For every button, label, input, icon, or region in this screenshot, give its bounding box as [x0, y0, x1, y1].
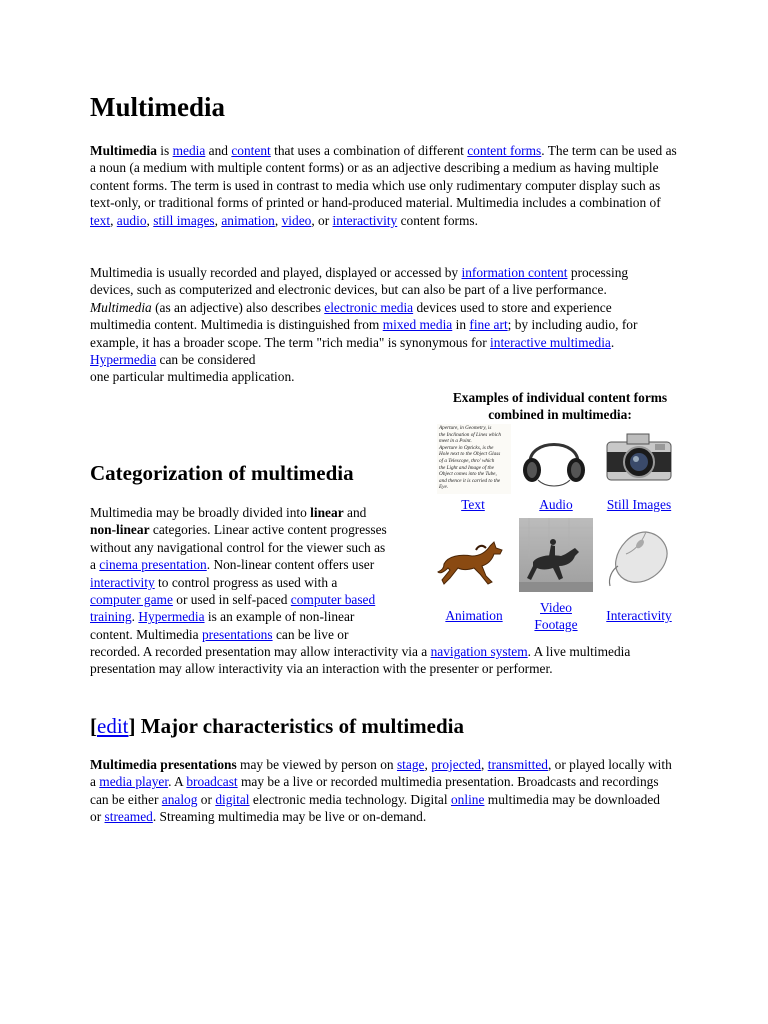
text: ,	[481, 757, 488, 772]
link-computer-based-training[interactable]: training	[90, 609, 132, 625]
link-animation[interactable]: animation	[221, 212, 275, 228]
text: ,	[424, 757, 432, 772]
text: ,	[214, 212, 222, 228]
link-interactivity-2[interactable]: interactivity	[90, 574, 155, 590]
text: and	[205, 143, 232, 158]
link-text[interactable]: text	[90, 212, 111, 228]
heading-text: Major characteristics of multimedia	[135, 714, 465, 738]
text-sample-line: Aperture in Opticks, is the	[439, 444, 494, 451]
link-broadcast[interactable]: broadcast	[186, 774, 238, 790]
text: and	[343, 505, 367, 520]
section-heading-characteristics	[90, 713, 464, 739]
text: .	[131, 609, 139, 625]
link-electronic-media[interactable]: electronic media	[324, 299, 414, 315]
text: is	[156, 143, 173, 158]
text: to control progress as used with a	[154, 574, 338, 590]
figure-link-animation[interactable]: Animation	[445, 608, 503, 623]
link-projected[interactable]: projected	[431, 757, 482, 772]
para-line	[90, 591, 650, 608]
text: without any navigational control for the viewer such as	[90, 539, 386, 555]
italic-term: Multimedia	[90, 299, 152, 315]
figure-link-still-images[interactable]: Still Images	[606, 497, 672, 512]
link-audio[interactable]: audio	[116, 212, 147, 228]
link-video[interactable]: video	[281, 212, 312, 228]
camera-icon[interactable]	[603, 428, 675, 488]
text: . A	[168, 774, 187, 790]
para-line	[90, 521, 650, 538]
text-sample-line: Aperture, in Geometry, is	[439, 425, 492, 431]
text-sample-line: meet in a Point.	[439, 438, 472, 445]
text: that uses a combination of different	[270, 143, 468, 158]
text: electronic media technology. Digital	[249, 791, 451, 807]
bracket: [	[90, 714, 97, 738]
text: one particular multimedia application.	[90, 369, 295, 385]
link-information-content[interactable]: information content	[461, 265, 568, 280]
text-sample-lines	[437, 424, 511, 492]
text: can be considered	[156, 352, 256, 368]
text: may be a live or recorded multimedia presentation. Broadcasts and recordings can be either	[90, 774, 659, 807]
text: . A live multimedia presentation may allow interactivity via an interaction with the presenter or performer.	[90, 644, 631, 677]
para-line	[90, 504, 650, 521]
text-sample-line: of a Telescope, thro' which	[439, 457, 495, 464]
link-computer-game[interactable]: computer game	[90, 592, 173, 608]
text: . The term can be used as a noun (a medium with multiple content forms) or as an adjective describing a medium as having multiple content forms. The term is used in contrast to media which use only rudimentary computer display such as text-only, or traditional forms of printed or hand-produced material. Multimedia includes a combination of	[90, 143, 677, 211]
text: in	[452, 317, 470, 333]
figure-link-interactivity[interactable]: Interactivity	[606, 608, 672, 623]
text: .	[610, 334, 615, 350]
categorization-paragraph-cont	[90, 643, 670, 678]
link-presentations[interactable]: presentations	[201, 626, 273, 642]
link-navigation-system[interactable]: navigation system	[430, 644, 528, 659]
bold-term: Multimedia presentations	[90, 757, 237, 772]
link-media-player[interactable]: media player	[99, 774, 169, 790]
text-sample-line: the Light and Image of the	[439, 464, 494, 471]
text: (as an adjective) also describes	[151, 299, 325, 315]
link-hypermedia-2[interactable]: Hypermedia	[138, 609, 205, 625]
link-online[interactable]: online	[450, 791, 485, 807]
bold-term: non-linear	[90, 522, 150, 538]
para-line	[90, 626, 650, 643]
video-label-line1: Video	[540, 600, 572, 615]
text-sample-image[interactable]	[437, 424, 511, 494]
text: ; by including audio, for example, it has a broader scope. The term "rich media" is synonymous for	[90, 317, 638, 350]
characteristics-paragraph	[90, 756, 674, 826]
link-digital[interactable]: digital	[215, 791, 250, 807]
para-line	[90, 574, 650, 591]
text: , or played locally with a	[90, 757, 672, 790]
text: may be viewed by person on	[236, 757, 397, 772]
link-analog[interactable]: analog	[161, 791, 198, 807]
link-content[interactable]: content	[231, 143, 271, 158]
video-label-line2: Footage	[534, 617, 578, 632]
figure-link-audio[interactable]: Audio	[539, 497, 573, 512]
text: . Streaming multimedia may be live or on-demand.	[152, 809, 427, 825]
link-content-forms[interactable]: content forms	[467, 143, 542, 158]
link-media[interactable]: media	[172, 143, 206, 158]
text-sample-line: Object comes into the Tube,	[439, 471, 497, 478]
link-interactivity[interactable]: interactivity	[332, 212, 398, 228]
headphones-icon[interactable]	[518, 430, 590, 492]
figure-link-text[interactable]: Text	[461, 497, 485, 512]
link-streamed[interactable]: streamed	[104, 809, 153, 825]
text: content. Multimedia	[90, 626, 202, 642]
figure-caption	[418, 389, 702, 424]
text: processing devices, such as computerized and electronic devices, but can also be part of a live performance.	[90, 265, 629, 298]
text: categories. Linear active content progresses	[149, 522, 387, 538]
caption-line: Examples of individual content forms	[452, 390, 668, 405]
text: ,	[146, 212, 154, 228]
para-line	[90, 608, 650, 625]
text: a	[90, 557, 100, 573]
bold-term: linear	[310, 505, 344, 520]
text: . Non-linear content offers user	[206, 557, 375, 573]
para-line	[90, 556, 650, 573]
text-sample-line: and thence it is carried to the	[439, 477, 501, 484]
text: recorded. A recorded presentation may allow interactivity via a	[90, 644, 431, 659]
text: Multimedia may be broadly divided into	[90, 505, 311, 520]
text: Multimedia is usually recorded and played, displayed or accessed by	[90, 265, 462, 280]
text-sample-line: Eye.	[439, 484, 449, 491]
text: devices used to store and experience multimedia content. Multimedia is distinguished from	[90, 299, 612, 333]
text: multimedia may be downloaded or	[90, 791, 660, 825]
bracket: ]	[128, 714, 136, 738]
text: is an example of non-linear	[204, 609, 355, 625]
categorization-paragraph	[90, 504, 650, 643]
usage-paragraph	[90, 264, 670, 386]
para-line	[90, 539, 650, 556]
text: or used in self-paced	[172, 592, 291, 608]
text: ,	[274, 212, 282, 228]
link-still-images[interactable]: still images	[153, 212, 215, 228]
link-fine-art[interactable]: fine art	[469, 317, 508, 333]
text-sample-line: the Inclination of Lines which	[439, 431, 501, 438]
link-cinema-presentation[interactable]: cinema presentation	[99, 557, 207, 573]
link-computer-based-training[interactable]: computer based	[290, 592, 376, 608]
section-heading-categorization: Categorization of multimedia	[90, 461, 354, 485]
caption-line: combined in multimedia:	[488, 407, 632, 423]
edit-link[interactable]: edit	[97, 714, 129, 738]
text: ,	[110, 212, 117, 228]
link-transmitted[interactable]: transmitted	[487, 757, 548, 772]
text: can be live or	[272, 626, 349, 642]
bold-term: Multimedia	[90, 143, 157, 158]
link-stage[interactable]: stage	[396, 757, 425, 772]
link-hypermedia[interactable]: Hypermedia	[90, 352, 157, 368]
link-interactive-multimedia[interactable]: interactive multimedia	[490, 334, 611, 350]
text: , or	[311, 212, 333, 228]
text: content forms.	[397, 212, 478, 228]
text-sample-line: Hole next to the Object Glass	[439, 451, 501, 458]
link-mixed-media[interactable]: mixed media	[382, 317, 453, 333]
page-title: Multimedia	[90, 92, 225, 122]
intro-paragraph	[90, 142, 678, 229]
text: or	[197, 791, 216, 807]
